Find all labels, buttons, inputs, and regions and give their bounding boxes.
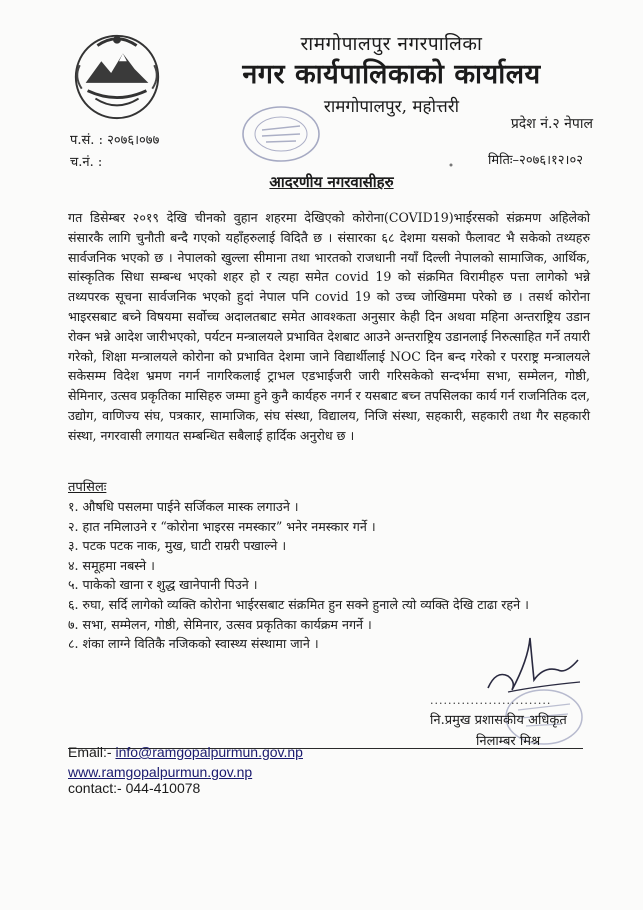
letter-date: मितिः–२०७६।१२।०२ bbox=[488, 153, 583, 168]
dispatch-number: च.नं. : bbox=[70, 155, 103, 170]
office-location: रामगोपालपुर, महोत्तरी bbox=[323, 97, 460, 117]
office-seal-stamp bbox=[240, 104, 322, 164]
municipality-name: रामगोपालपुर नगरपालिका bbox=[300, 33, 483, 55]
list-item: ६. रुघा, सर्दि लागेको व्यक्ति कोरोना भाईरसबाट संक्रमित हुन सक्ने हुनाले त्यो व्यक्ति देखि टाढा रहने । bbox=[68, 596, 529, 612]
province-text: प्रदेश नं.२ नेपाल bbox=[510, 116, 593, 132]
list-item: ३. पटक पटक नाक, मुख, घाटी राम्ररी पखाल्ने । bbox=[68, 538, 287, 554]
list-item: २. हात नमिलाउने र “कोरोना भाइरस नमस्कार” भनेर नमस्कार गर्ने । bbox=[68, 518, 376, 534]
pin-mark-icon bbox=[446, 160, 456, 170]
signature-line: ........................... bbox=[430, 694, 552, 707]
email-link[interactable]: info@ramgopalpurmun.gov.np bbox=[115, 744, 303, 760]
list-item: ७. सभा, सम्मेलन, गोष्ठी, सेमिनार, उत्सव प्रकृतिका कार्यक्रम नगर्ने । bbox=[68, 616, 372, 632]
signatory-title: नि.प्रमुख प्रशासकीय अधिकृत bbox=[430, 713, 567, 728]
salutation-heading: आदरणीय नगरवासीहरु bbox=[269, 173, 394, 191]
list-item: ५. पाकेको खाना र शुद्ध खानेपानी पिउने । bbox=[68, 577, 258, 593]
email-label: Email:- bbox=[68, 744, 116, 760]
footer-website-row bbox=[68, 764, 252, 780]
notice-body: गत डिसेम्बर २०१९ देखि चीनको वुहान शहरमा देखिएको कोरोना(COVID19)भाईरसको संक्रमण अहिलेको संसारकै लागि चुनौती बन्दै गएको यहाँहरुलाई विदितै छ । संसारका ६८ देशमा यसको फैलावट भै सकेको तथ्यहरु सार्वजनिक भएको छ । नेपालको खुल्ला सीमाना तथा भारतको राजधानी नयाँ दिल्ली नेपालको सामाजिक, आर्थिक, सांस्कृतिक सिधा सम्बन्ध भएको शहर हो र त्यहा समेत covid 19 को संक्रमित विरामीहरु पत्ता लागेको भन्ने तथ्यपरक सूचना सार्वजनिक भएको हुदां नेपाल पनि covid 19 को उच्च जोखिममा परेको छ । तसर्थ कोरोना भाइरसबाट बच्ने विषयमा सर्वोच्च अदालतबाट समेत आवश्कता अनुसार केही दिन अथवा महिना अन्तराष्ट्रिय उडान रोक्न भन्ने आदेश जारीभएको, पर्यटन मन्त्रालयले प्रभावित देशबाट आउने अन्तराष्ट्रिय उडानलाई निरुत्साहित गर्ने तयारी गरेको, शिक्षा मन्त्रालयले कोरोना को प्रभावित देशमा जाने विद्यार्थीलाई NOC दिन बन्द गरेको र परराष्ट्र मन्त्रालयले सकेसम्म विदेश भ्रमण नगर्न नागरिकलाई ट्राभल एडभाईजरी जारी गरिसकेको सन्दर्भमा सभा, सम्मेलन, गोष्ठी, सेमिनार, उत्सव प्रकृतिका मासिहरु जम्मा हुने कुनै कार्यहरु नगर्न र यसबाट बच्न तपसिलका कार्य गर्न राजनितिक दल, उद्योग, वाणिज्य संघ, पत्रकार, सामाजिक, संघ संस्था, विद्यालय, निजि संस्था, सहकारी, सहकारी तथा गैर सहकारी संस्था, नगरवासी लगायत सम्बन्धित सबैलाई हार्दिक अनुरोध छ । bbox=[68, 210, 590, 443]
website-link[interactable]: www.ramgopalpurmun.gov.np bbox=[68, 764, 253, 780]
list-item: ८. शंका लाग्ने वितिकै नजिकको स्वास्थ्य संस्थामा जाने । bbox=[68, 636, 319, 652]
reference-number: प.सं. : २०७६।०७७ bbox=[70, 133, 160, 148]
details-heading: तपसिलः bbox=[68, 480, 107, 495]
footer-email-row bbox=[68, 744, 303, 760]
signatory-name: निलाम्बर मिश्र bbox=[476, 734, 541, 749]
list-item: १. औषधि पसलमा पाईने सर्जिकल मास्क लगाउने । bbox=[68, 499, 299, 514]
list-item: ४. समूहमा नबस्ने । bbox=[68, 557, 155, 573]
office-title: नगर कार्यपालिकाको कार्यालय bbox=[242, 59, 541, 90]
footer-contact: contact:- 044-410078 bbox=[68, 780, 201, 796]
